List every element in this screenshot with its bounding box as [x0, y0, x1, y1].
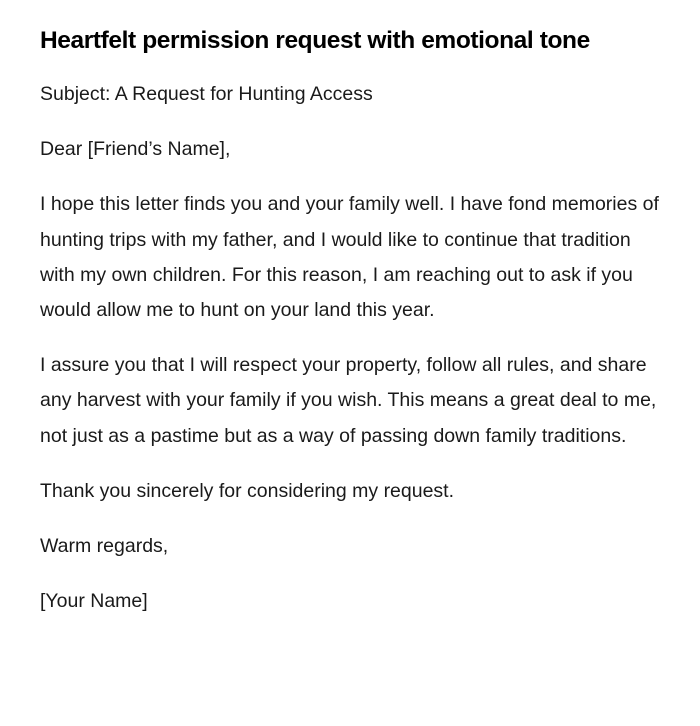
letter-paragraph-thanks: Thank you sincerely for considering my request. [40, 479, 455, 502]
letter-signature: [Your Name] [40, 590, 148, 613]
letter-salutation: Dear [Friend’s Name], [40, 138, 231, 161]
document-title: Heartfelt permission request with emotional tone [40, 27, 590, 54]
letter-paragraph-assurance: I assure you that I will respect your property, follow all rules, and share any harvest with your family if you wish. This means a great deal to me, not just as a pastime but as a way of passing down family traditions. [40, 354, 657, 447]
letter-closing: Warm regards, [40, 535, 169, 558]
letter-paragraph-intro: I hope this letter finds you and your family well. I have fond memories of hunting trips with my father, and I would like to continue that tradition with my own children. For this reason, I am reaching out to ask if you would allow me to hunt on your land this year. [40, 193, 659, 322]
letter-subject: Subject: A Request for Hunting Access [40, 83, 373, 105]
